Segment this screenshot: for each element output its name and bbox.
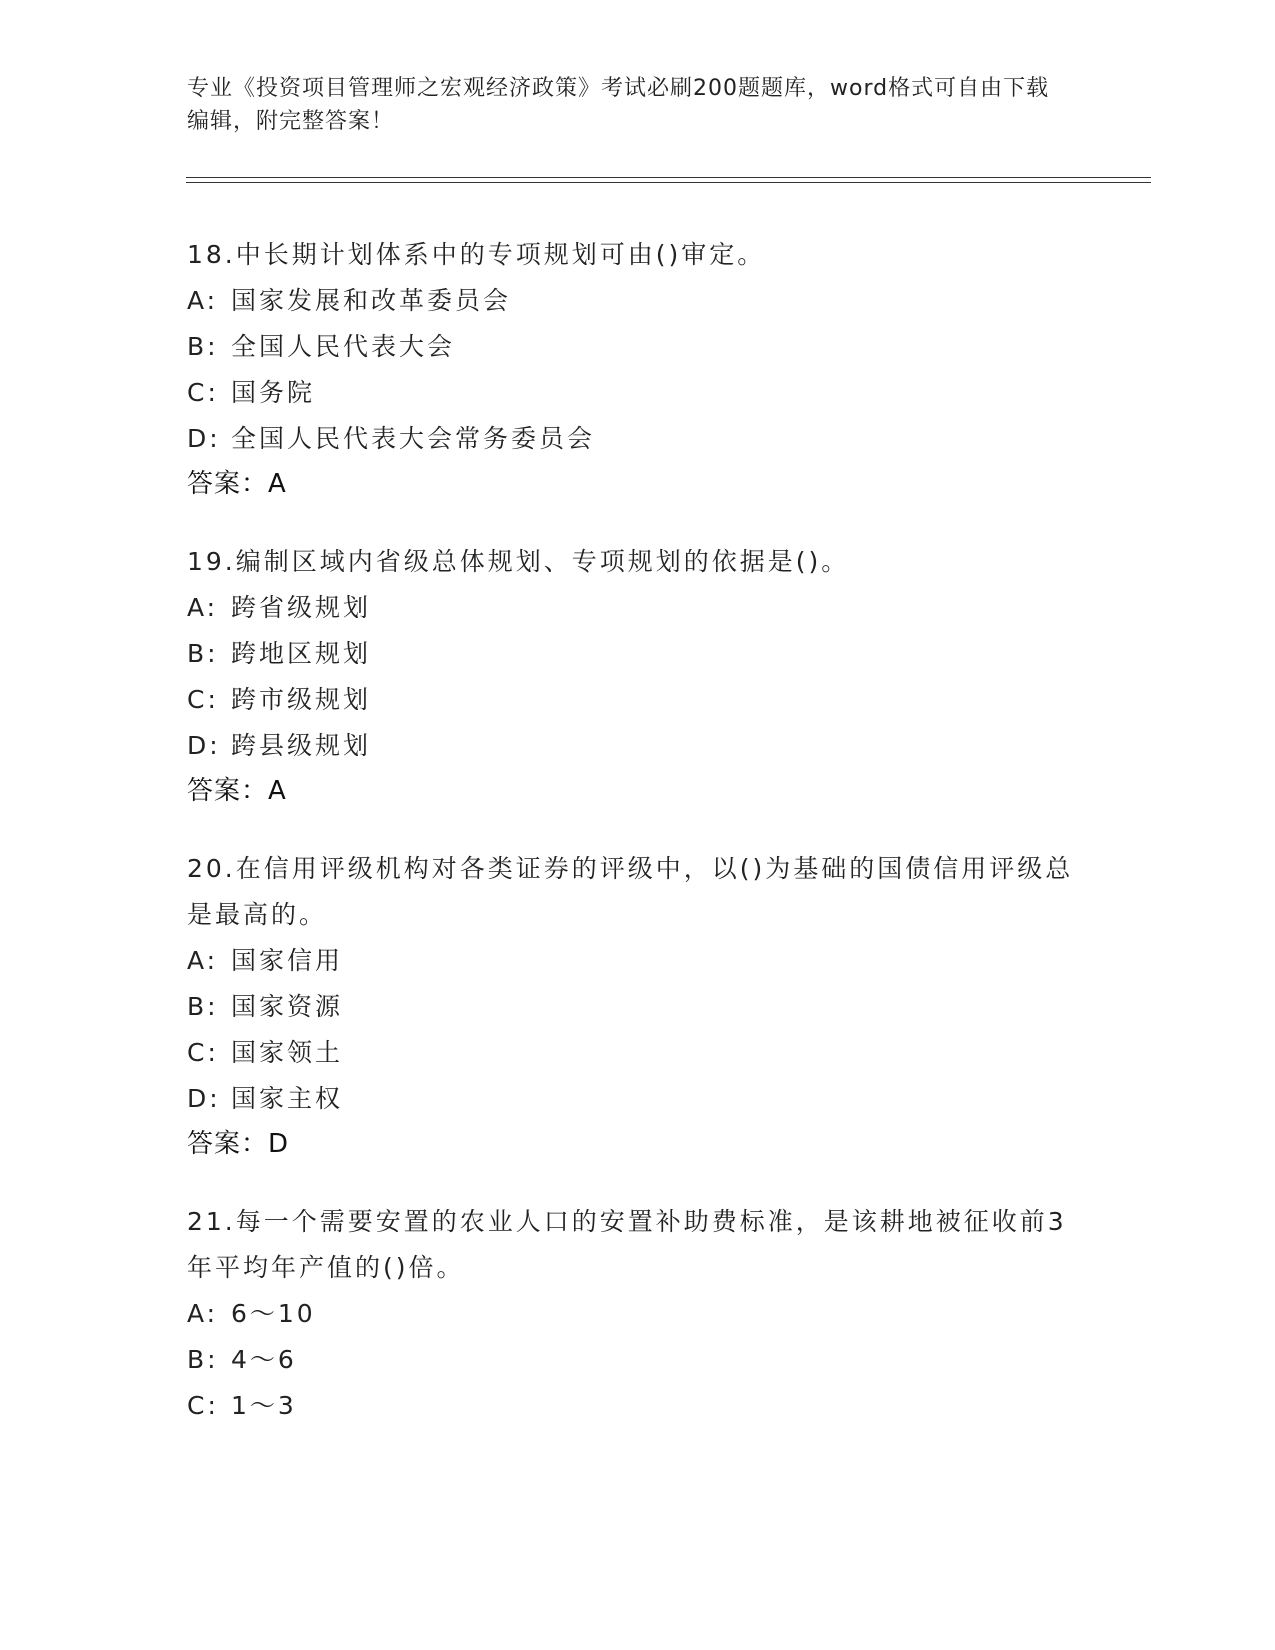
option-letter: D: [187,1084,221,1113]
option-text: 跨地区规划 [231,639,372,668]
option-text: 全国人民代表大会常务委员会 [231,424,596,453]
option-a [187,585,1087,631]
option-text: 国家主权 [231,1084,344,1113]
option-c [187,1030,1087,1076]
header-rule-bottom [186,182,1151,183]
answer-line: 答案：A [187,776,287,806]
option-d [187,723,1087,769]
option-a [187,938,1087,984]
option-letter: A: [187,1299,219,1328]
option-b [187,631,1087,677]
question-21 [187,1199,1087,1429]
option-text: 1～3 [231,1391,297,1420]
option-a [187,1291,1087,1337]
option-text: 国家信用 [231,946,344,975]
option-letter: A: [187,593,219,622]
option-text: 国家发展和改革委员会 [231,286,512,315]
option-letter: C: [187,1391,219,1420]
question-stem: 20.在信用评级机构对各类证券的评级中，以()为基础的国债信用评级总是最高的。 [187,854,1074,929]
question-18 [187,232,1087,506]
option-text: 国家领土 [231,1038,344,1067]
option-a [187,278,1087,324]
option-text: 6～10 [231,1299,316,1328]
option-letter: B: [187,992,219,1021]
question-20 [187,846,1087,1166]
option-text: 4～6 [231,1345,297,1374]
option-text: 跨省级规划 [231,593,372,622]
option-d [187,1076,1087,1122]
option-text: 跨县级规划 [231,731,372,760]
option-b [187,984,1087,1030]
document-header: 专业《投资项目管理师之宏观经济政策》考试必刷200题题库，word格式可自由下载编辑，附完整答案！ [187,76,1050,134]
question-19 [187,539,1087,813]
question-stem: 19.编制区域内省级总体规划、专项规划的依据是()。 [187,547,850,576]
option-c [187,677,1087,723]
option-b [187,1337,1087,1383]
option-letter: C: [187,1038,219,1067]
question-list [187,232,1087,1462]
option-text: 跨市级规划 [231,685,372,714]
option-c [187,1383,1087,1429]
option-letter: C: [187,378,219,407]
option-text: 国务院 [231,378,316,407]
option-d [187,416,1087,462]
option-letter: A: [187,286,219,315]
option-letter: A: [187,946,219,975]
answer-line: 答案：A [187,469,287,499]
question-stem: 18.中长期计划体系中的专项规划可由()审定。 [187,240,766,269]
option-letter: B: [187,1345,219,1374]
option-letter: C: [187,685,219,714]
question-stem: 21.每一个需要安置的农业人口的安置补助费标准，是该耕地被征收前3年平均年产值的()倍。 [187,1207,1067,1282]
option-text: 国家资源 [231,992,344,1021]
answer-line: 答案：D [187,1129,290,1159]
option-letter: D: [187,424,221,453]
option-letter: B: [187,639,219,668]
option-text: 全国人民代表大会 [231,332,456,361]
option-b [187,324,1087,370]
option-letter: B: [187,332,219,361]
option-letter: D: [187,731,221,760]
option-c [187,370,1087,416]
header-rule-top [186,177,1151,178]
